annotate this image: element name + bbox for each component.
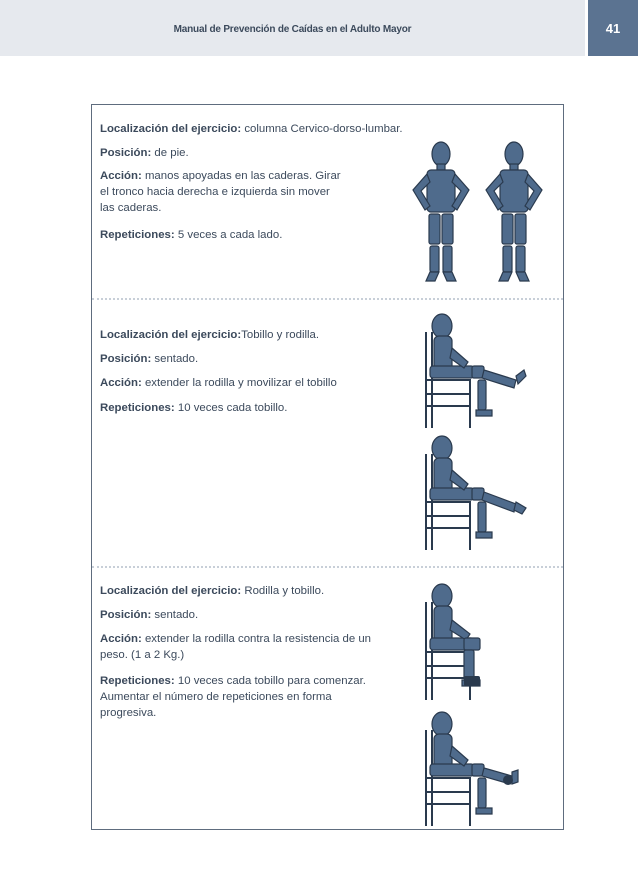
exercise-2-repetitions: Repeticiones: 10 veces cada tobillo. (100, 402, 288, 414)
exercise-1-repetitions: Repeticiones: 5 veces a cada lado. (100, 229, 283, 241)
section-divider (92, 566, 563, 568)
ankle-weight-icon (464, 676, 480, 686)
seated-figure-ankle-mobilization (412, 432, 537, 552)
exercise-1-location: Localización del ejercicio: columna Cervico-dorso-lumbar. (100, 123, 403, 135)
exercise-3-action: Acción: extender la rodilla contra la resistencia de un peso. (1 a 2 Kg.) (100, 633, 371, 661)
seated-figure-knee-extension-weight (412, 708, 537, 830)
exercise-2-action: Acción: extender la rodilla y movilizar el tobillo (100, 377, 337, 389)
standing-figure-left (405, 138, 475, 283)
page-number: 41 (605, 21, 621, 36)
ankle-weight-icon (503, 775, 513, 785)
header-title: Manual de Prevención de Caídas en el Adulto Mayor (173, 24, 412, 35)
section-divider (92, 298, 563, 300)
exercise-1-position: Posición: de pie. (100, 147, 189, 159)
seated-figure-with-ankle-weight (412, 580, 537, 702)
exercise-3-repetitions: Repeticiones: 10 veces cada tobillo para comenzar. Aumentar el número de repeticiones en forma progresiva. (100, 675, 366, 719)
exercise-3-location: Localización del ejercicio: Rodilla y tobillo. (100, 585, 325, 597)
exercise-2-location: Localización del ejercicio:Tobillo y rodilla. (100, 329, 320, 341)
exercise-3-position: Posición: sentado. (100, 609, 199, 621)
exercise-2-position: Posición: sentado. (100, 353, 199, 365)
seated-figure-knee-extension (412, 310, 537, 430)
exercise-1-action: Acción: manos apoyadas en las caderas. Girar el tronco hacia derecha e izquierda sin mover las caderas. (100, 170, 341, 214)
standing-figure-right (480, 138, 550, 283)
